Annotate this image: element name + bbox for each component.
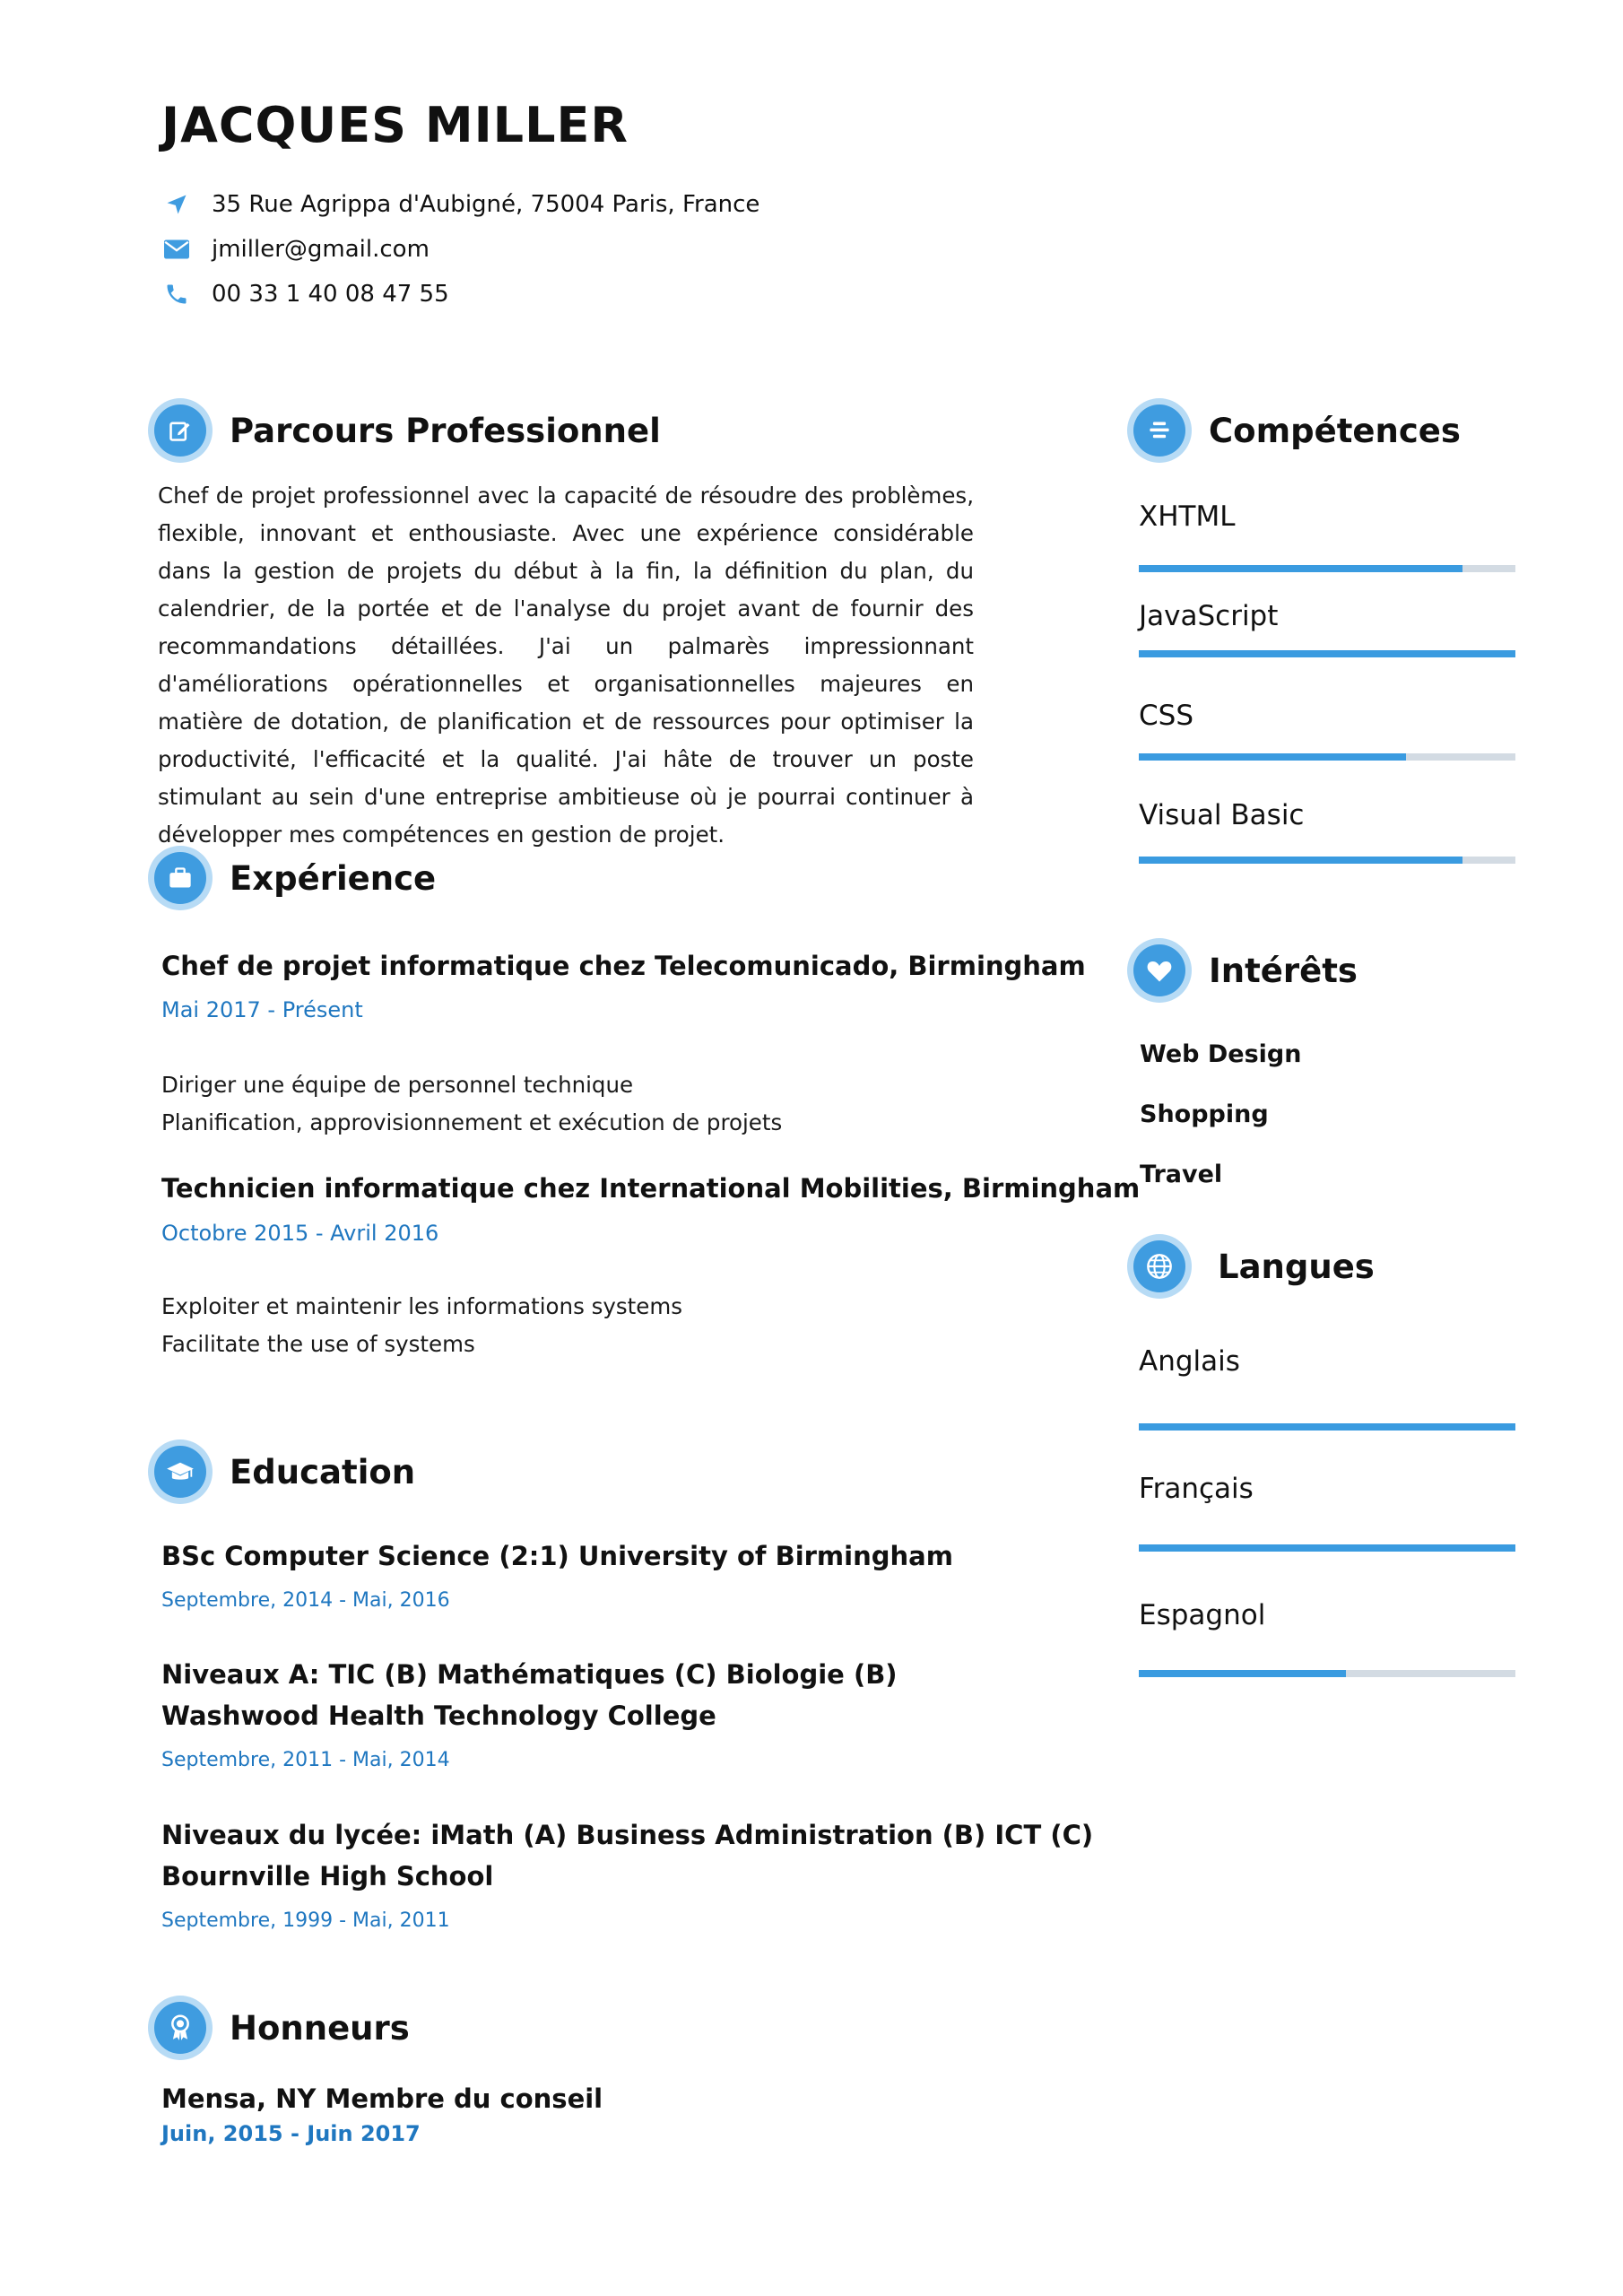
list-icon xyxy=(1133,404,1185,457)
language-bar xyxy=(1139,1544,1515,1552)
section-title: Honneurs xyxy=(230,2008,410,2048)
briefcase-icon xyxy=(154,852,206,904)
language-label: Français xyxy=(1139,1473,1254,1505)
skill-bar xyxy=(1139,857,1515,864)
job-title: Technicien informatique chez International Mobilities, Birmingham xyxy=(161,1173,1141,1204)
section-education-heading xyxy=(154,1446,415,1498)
edit-icon xyxy=(154,404,206,457)
interest-item: Shopping xyxy=(1140,1100,1269,1128)
skill-bar-fill xyxy=(1139,565,1462,572)
address-text: 35 Rue Agrippa d'Aubigné, 75004 Paris, France xyxy=(212,191,760,218)
job-dates: Mai 2017 - Présent xyxy=(161,997,363,1022)
section-skills-heading xyxy=(1133,404,1461,457)
language-bar-fill xyxy=(1139,1544,1515,1552)
phone-text: 00 33 1 40 08 47 55 xyxy=(212,281,449,308)
job-task: Diriger une équipe de personnel technique xyxy=(161,1072,634,1098)
skill-bar-fill xyxy=(1139,753,1406,761)
contact-email xyxy=(161,231,430,267)
section-profile-heading xyxy=(154,404,661,457)
honor-dates: Juin, 2015 - Juin 2017 xyxy=(161,2121,421,2146)
education-title: BSc Computer Science (2:1) University of Birmingham xyxy=(161,1541,953,1571)
candidate-name: JACQUES MILLER xyxy=(161,97,629,153)
contact-address xyxy=(161,187,759,222)
section-title: Expérience xyxy=(230,858,437,898)
education-title: Niveaux A: TIC (B) Mathématiques (C) Biologie (B) xyxy=(161,1659,898,1690)
skill-bar-fill xyxy=(1139,857,1462,864)
interest-item: Web Design xyxy=(1140,1040,1302,1068)
globe-icon xyxy=(1133,1240,1185,1292)
job-task: Facilitate the use of systems xyxy=(161,1331,475,1357)
language-bar-fill xyxy=(1139,1670,1346,1677)
section-honors-heading xyxy=(154,2002,410,2054)
job-dates: Octobre 2015 - Avril 2016 xyxy=(161,1221,439,1246)
education-dates: Septembre, 1999 - Mai, 2011 xyxy=(161,1909,450,1932)
section-title: Parcours Professionnel xyxy=(230,411,661,450)
job-task: Exploiter et maintenir les informations systems xyxy=(161,1293,682,1319)
location-arrow-icon xyxy=(161,189,192,220)
education-school: Bournville High School xyxy=(161,1861,494,1892)
education-title: Niveaux du lycée: iMath (A) Business Administration (B) ICT (C) xyxy=(161,1820,1094,1850)
section-experience-heading xyxy=(154,852,436,904)
skill-label: JavaScript xyxy=(1139,600,1279,632)
skill-bar xyxy=(1139,753,1515,761)
language-bar-fill xyxy=(1139,1423,1515,1431)
language-bar xyxy=(1139,1423,1515,1431)
language-label: Anglais xyxy=(1139,1345,1240,1378)
language-bar xyxy=(1139,1670,1515,1677)
skill-bar-fill xyxy=(1139,650,1515,657)
section-title: Intérêts xyxy=(1209,951,1358,990)
section-languages-heading xyxy=(1133,1240,1375,1292)
contact-phone xyxy=(161,276,449,312)
skill-label: XHTML xyxy=(1139,500,1236,533)
heart-icon xyxy=(1133,944,1185,996)
job-title: Chef de projet informatique chez Telecomunicado, Birmingham xyxy=(161,951,1086,981)
job-task: Planification, approvisionnement et exécution de projets xyxy=(161,1109,783,1135)
email-text[interactable]: jmiller@gmail.com xyxy=(212,236,430,263)
envelope-icon xyxy=(161,234,192,265)
language-label: Espagnol xyxy=(1139,1599,1266,1631)
skill-label: Visual Basic xyxy=(1139,799,1305,831)
section-title: Langues xyxy=(1218,1247,1375,1286)
section-interests-heading xyxy=(1133,944,1358,996)
profile-summary: Chef de projet professionnel avec la capacité de résoudre des problèmes, flexible, innovant et enthousiaste. Avec une expérience considérable dans la gestion de projets du début à la fin, la définition du plan, du calendrier, de la portée et de l'analyse du projet avant de fournir des recommandations détaillées. J'ai un palmarès impressionnant d'améliorations opérationnelles et organisationnelles majeures en matière de dotation, de planification et de ressources pour optimiser la productivité, l'efficacité et la qualité. J'ai hâte de trouver un poste stimulant au sein d'une entreprise ambitieuse où je pourrai continuer à développer mes compétences en gestion de projet. xyxy=(158,483,974,848)
skill-bar xyxy=(1139,565,1515,572)
section-title: Compétences xyxy=(1209,411,1461,450)
education-dates: Septembre, 2014 - Mai, 2016 xyxy=(161,1589,450,1612)
skill-label: CSS xyxy=(1139,700,1194,732)
phone-icon xyxy=(161,279,192,309)
interest-item: Travel xyxy=(1140,1161,1223,1188)
education-school: Washwood Health Technology College xyxy=(161,1700,716,1731)
graduation-cap-icon xyxy=(154,1446,206,1498)
section-title: Education xyxy=(230,1452,416,1492)
education-dates: Septembre, 2011 - Mai, 2014 xyxy=(161,1749,450,1771)
skill-bar xyxy=(1139,650,1515,657)
award-icon xyxy=(154,2002,206,2054)
honor-title: Mensa, NY Membre du conseil xyxy=(161,2083,603,2114)
